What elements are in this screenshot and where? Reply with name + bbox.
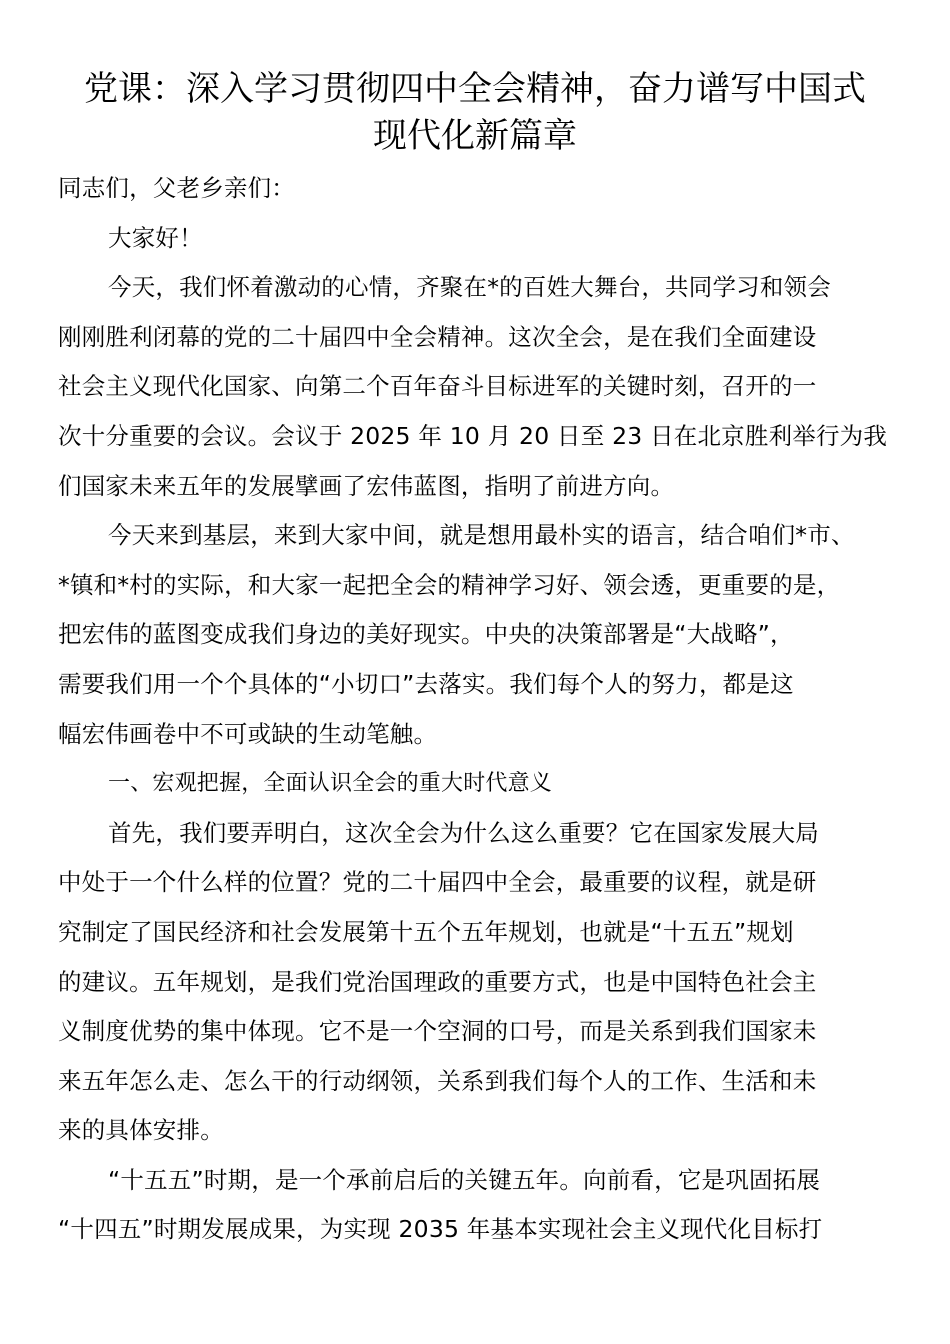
paragraph-line: “十四五”时期发展成果，为实现 2035 年基本实现社会主义现代化目标打 xyxy=(58,1215,823,1244)
paragraph-line: 中处于一个什么样的位置？党的二十届四中全会，最重要的议程，就是研 xyxy=(58,868,817,897)
paragraph-line: 究制定了国民经济和社会发展第十五个五年规划，也就是“十五五”规划 xyxy=(58,917,794,946)
paragraph-line: 义制度优势的集中体现。它不是一个空洞的口号，而是关系到我们国家未 xyxy=(58,1017,817,1046)
paragraph-line: 社会主义现代化国家、向第二个百年奋斗目标进军的关键时刻，召开的一 xyxy=(58,372,817,401)
paragraph-line: 大家好！ xyxy=(108,223,203,252)
paragraph-line: 同志们，父老乡亲们： xyxy=(58,174,295,202)
paragraph-line: 来的具体安排。 xyxy=(58,1116,224,1145)
paragraph-line: 首先，我们要弄明白，这次全会为什么这么重要？它在国家发展大局 xyxy=(108,818,819,847)
document-body xyxy=(58,164,908,1255)
paragraph-line: 的建议。五年规划，是我们党治国理政的重要方式，也是中国特色社会主 xyxy=(58,967,817,996)
paragraph-line: 幅宏伟画卷中不可或缺的生动笔触。 xyxy=(58,719,438,748)
paragraph-line: 把宏伟的蓝图变成我们身边的美好现实。中央的决策部署是“大战略”， xyxy=(58,620,794,649)
paragraph-line: 次十分重要的会议。会议于 2025 年 10 月 20 日至 23 日在北京胜利举行为我 xyxy=(58,421,888,450)
paragraph-line: 刚刚胜利闭幕的党的二十届四中全会精神。这次全会，是在我们全面建设 xyxy=(58,322,817,351)
paragraph-line: 们国家未来五年的发展擘画了宏伟蓝图，指明了前进方向。 xyxy=(58,471,675,500)
paragraph-line: 今天，我们怀着激动的心情，齐聚在*的百姓大舞台，共同学习和领会 xyxy=(108,273,831,302)
paragraph-line: “十五五”时期，是一个承前启后的关键五年。向前看，它是巩固拓展 xyxy=(108,1165,821,1194)
paragraph-line: 来五年怎么走、怎么干的行动纲领，关系到我们每个人的工作、生活和未 xyxy=(58,1066,817,1095)
title-line-1: 党课：深入学习贯彻四中全会精神，奋力谱写中国式 xyxy=(84,69,866,109)
title-line-2: 现代化新篇章 xyxy=(373,116,577,156)
paragraph-line: 需要我们用一个个具体的“小切口”去落实。我们每个人的努力，都是这 xyxy=(58,669,794,698)
document-title xyxy=(40,66,910,160)
paragraph-line: 今天来到基层，来到大家中间，就是想用最朴实的语言，结合咱们*市、 xyxy=(108,521,855,550)
section-heading: 一、宏观把握，全面认识全会的重大时代意义 xyxy=(108,771,553,797)
paragraph-line: *镇和*村的实际，和大家一起把全会的精神学习好、领会透，更重要的是， xyxy=(58,570,841,599)
